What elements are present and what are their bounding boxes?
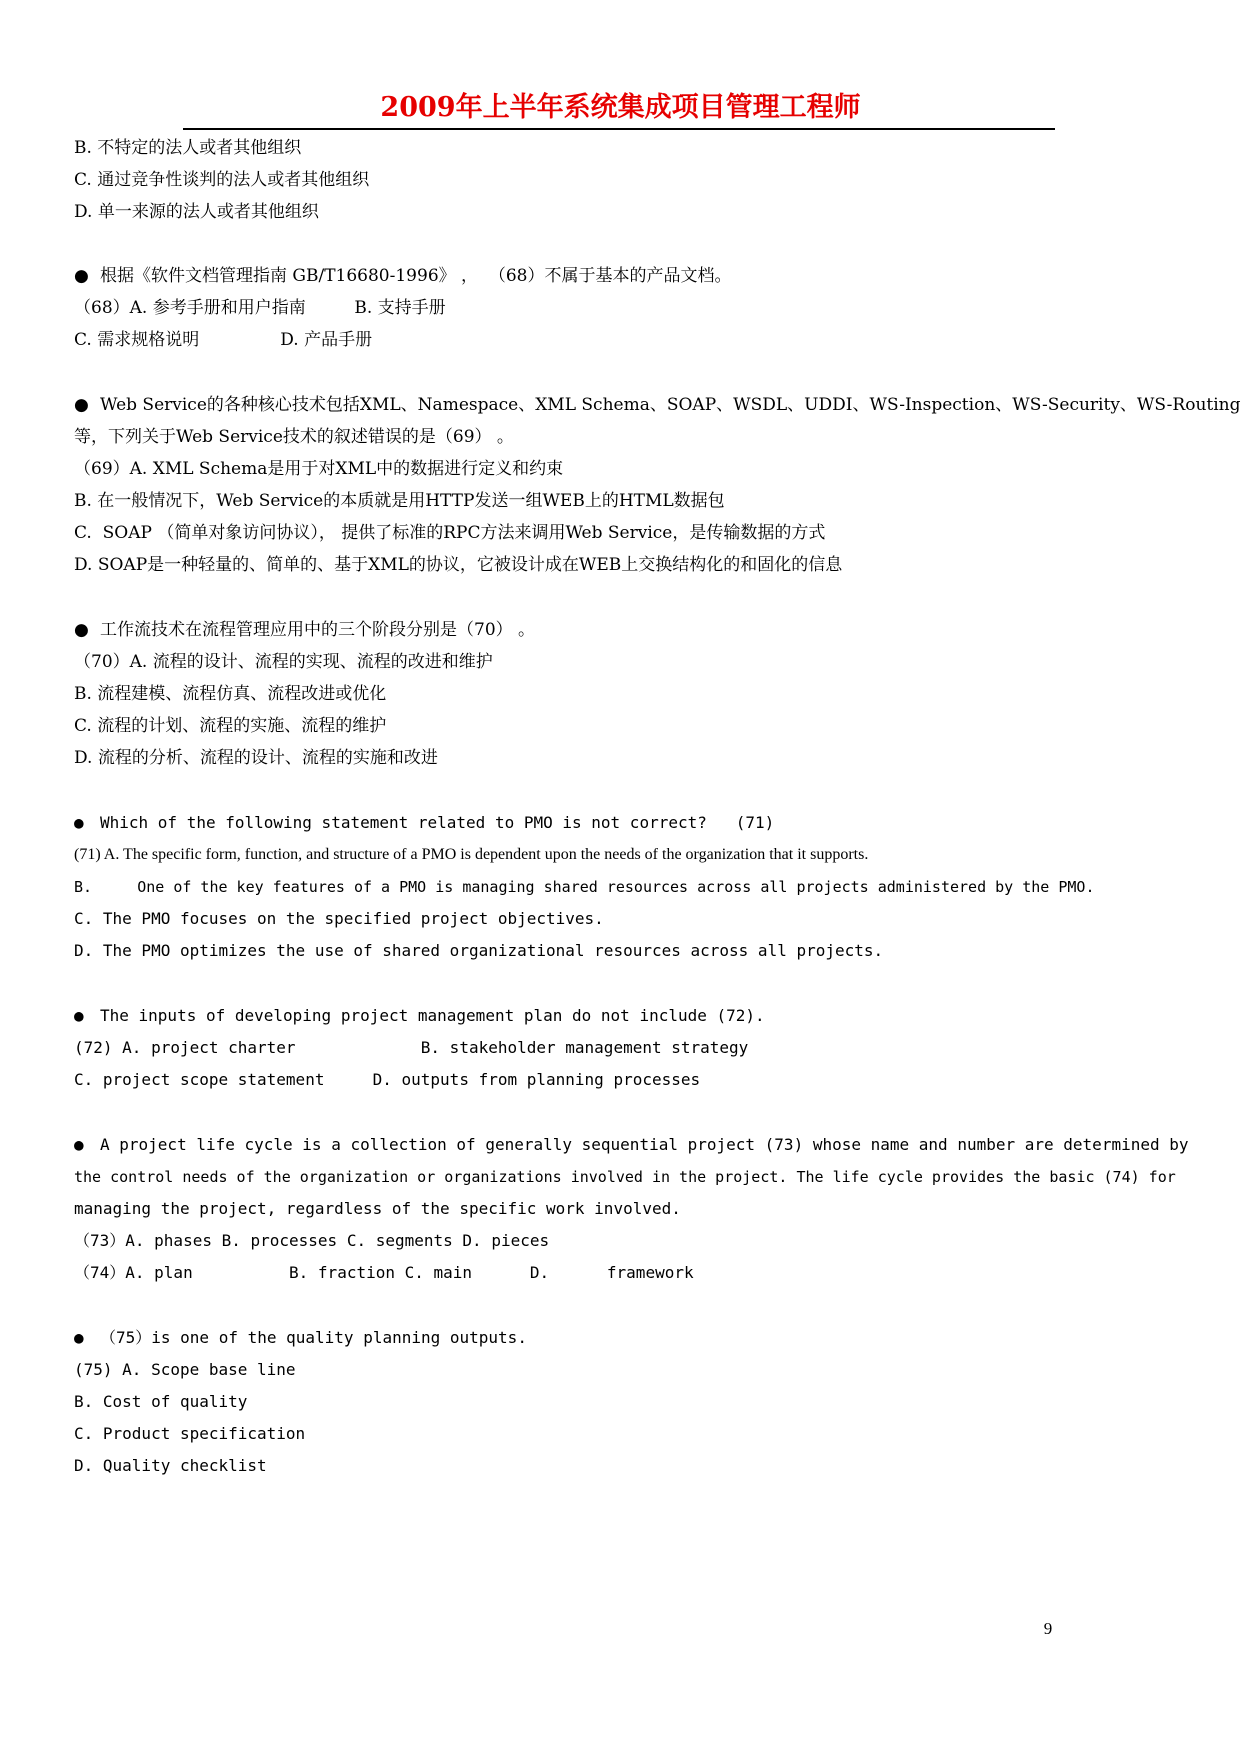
question-line [74, 807, 774, 839]
option-line: D. 流程的分析、流程的设计、流程的实施和改进 [74, 748, 438, 768]
question-line-continued: the control needs of the organization or organizations involved in the project. The life cycle provides the basic (74) for [74, 1168, 1176, 1186]
option-line: D. 单一来源的法人或者其他组织 [74, 202, 319, 222]
option-line: C. Product specification [74, 1424, 306, 1443]
question-line [74, 389, 1241, 421]
question-line [74, 1129, 1189, 1161]
question-text: （75）is one of the quality planning outputs. [100, 1328, 527, 1347]
option-line: C. 需求规格说明 D. 产品手册 [74, 330, 373, 350]
question-text: 工作流技术在流程管理应用中的三个阶段分别是（70） 。 [100, 620, 536, 640]
bullet-icon: ● [74, 1135, 84, 1154]
option-line: （74）A. plan B. fraction C. main D. framework [74, 1263, 694, 1282]
option-line: C. 流程的计划、流程的实施、流程的维护 [74, 716, 387, 736]
question-text: Which of the following statement related to PMO is not correct? (71) [100, 813, 775, 832]
bullet-icon: ● [74, 1006, 84, 1025]
option-line: （69）A. XML Schema是用于对XML中的数据进行定义和约束 [74, 459, 564, 479]
option-line: B. One of the key features of a PMO is managing shared resources across all projects administered by the PMO. [74, 878, 1095, 896]
option-line: B. 不特定的法人或者其他组织 [74, 138, 302, 158]
option-line: D. Quality checklist [74, 1456, 267, 1475]
question-line-continued: managing the project, regardless of the specific work involved. [74, 1199, 681, 1218]
question-text: The inputs of developing project management plan do not include (72). [100, 1006, 765, 1025]
option-line: （73）A. phases B. processes C. segments D. pieces [74, 1231, 550, 1250]
bullet-icon: ● [74, 395, 89, 415]
question-line [74, 260, 731, 292]
option-line: (72) A. project charter B. stakeholder management strategy [74, 1038, 749, 1057]
option-line: C. 通过竞争性谈判的法人或者其他组织 [74, 170, 370, 190]
option-line: C. SOAP （简单对象访问协议）， 提供了标准的RPC方法来调用Web Service，是传输数据的方式 [74, 523, 826, 543]
question-line-continued: 等，下列关于Web Service技术的叙述错误的是（69） 。 [74, 427, 514, 447]
option-line: B. 流程建模、流程仿真、流程改进或优化 [74, 684, 387, 704]
option-line: D. The PMO optimizes the use of shared organizational resources across all projects. [74, 941, 884, 960]
question-text: A project life cycle is a collection of generally sequential project (73) whose name and number are determined by [100, 1135, 1189, 1154]
page-number: 9 [1043, 1619, 1053, 1638]
option-line: (71) A. The specific form, function, and structure of a PMO is dependent upon the needs of the organization that it supports. [74, 846, 869, 863]
option-line: D. SOAP是一种轻量的、简单的、基于XML的协议，它被设计成在WEB上交换结构化的和固化的信息 [74, 555, 843, 575]
option-line: B. Cost of quality [74, 1392, 248, 1411]
option-line: (75) A. Scope base line [74, 1360, 296, 1379]
bullet-icon: ● [74, 266, 89, 286]
bullet-icon: ● [74, 813, 84, 832]
question-line [74, 614, 535, 646]
option-line: C. project scope statement D. outputs from planning processes [74, 1070, 701, 1089]
question-text: Web Service的各种核心技术包括XML、Namespace、XML Schema、SOAP、WSDL、UDDI、WS-Inspection、WS-Security、WS-Routing [100, 395, 1241, 415]
option-line: C. The PMO focuses on the specified project objectives. [74, 909, 604, 928]
option-line: （68）A. 参考手册和用户指南 B. 支持手册 [74, 298, 446, 318]
bullet-icon: ● [74, 620, 89, 640]
bullet-icon: ● [74, 1328, 84, 1347]
question-line [74, 1322, 527, 1354]
option-line: B. 在一般情况下，Web Service的本质就是用HTTP发送一组WEB上的HTML数据包 [74, 491, 725, 511]
question-line [74, 1000, 765, 1032]
option-line: （70）A. 流程的设计、流程的实现、流程的改进和维护 [74, 652, 493, 672]
page-header-title: 2009年上半年系统集成项目管理工程师 [380, 92, 861, 123]
question-text: 根据《软件文档管理指南 GB/T16680-1996》 ， （68）不属于基本的产品文档。 [100, 266, 732, 286]
header-divider [183, 128, 1055, 130]
